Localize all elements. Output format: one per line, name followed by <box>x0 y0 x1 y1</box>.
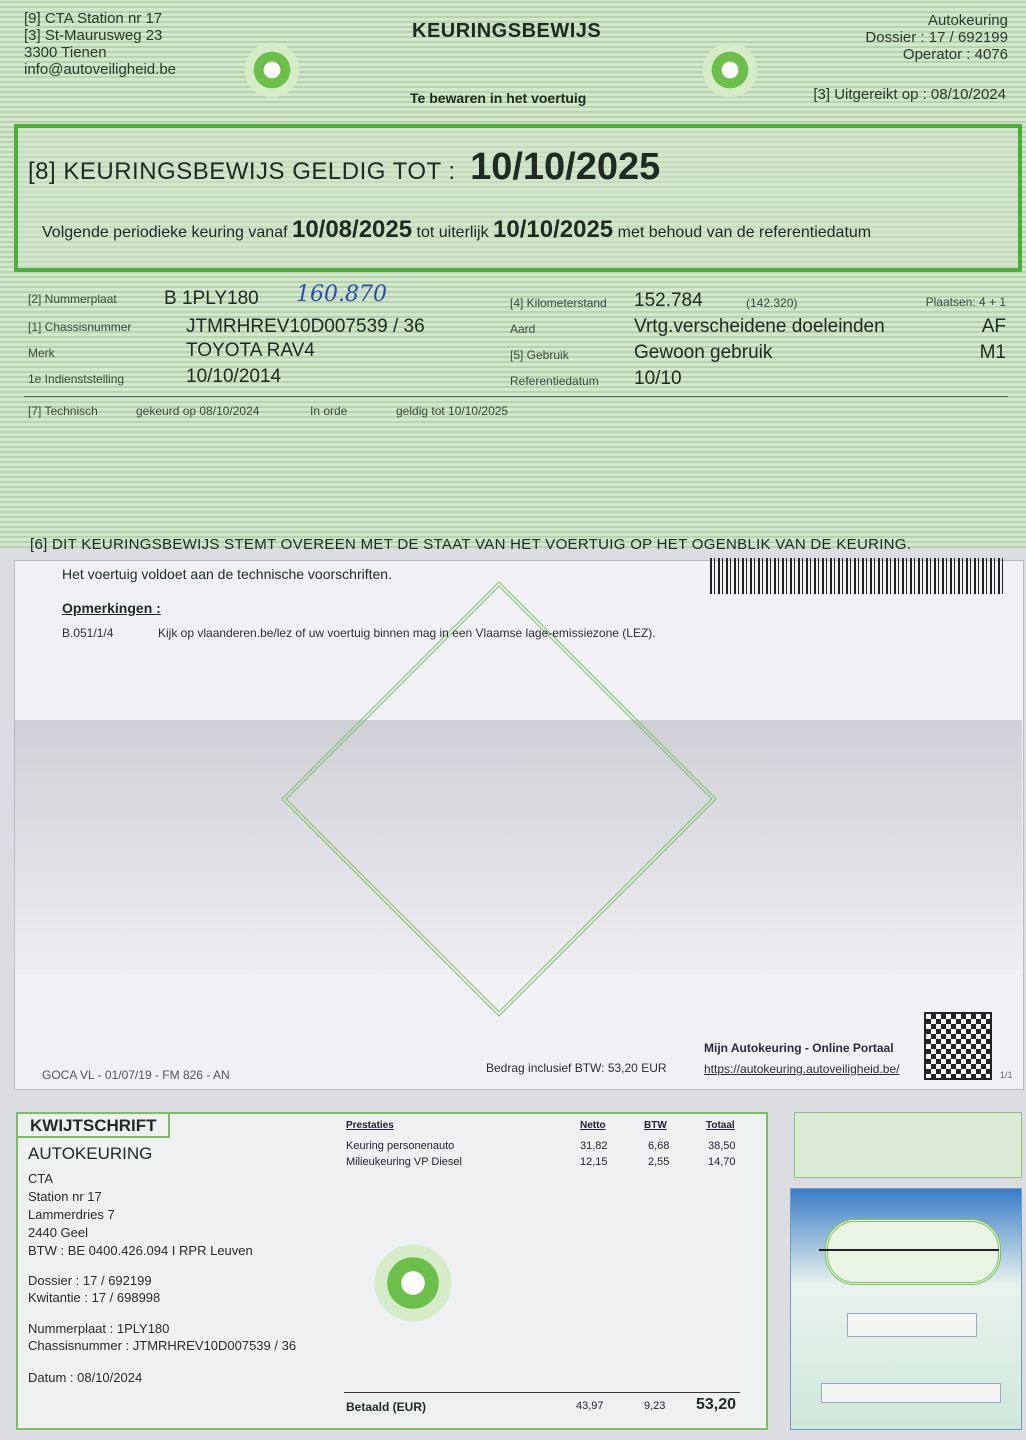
receipt-city: 2440 Geel <box>28 1225 88 1240</box>
keep-note: Te bewaren in het voertuig <box>410 90 587 106</box>
issued-date: [3] Uitgereikt op : 08/10/2024 <box>813 86 1006 103</box>
remarks-title: Opmerkingen : <box>62 600 161 616</box>
use-code: M1 <box>979 342 1006 363</box>
use-value: Gewoon gebruik <box>634 342 773 363</box>
next-prefix: Volgende periodieke keuring vanaf <box>42 224 288 241</box>
eye-logo-icon <box>240 38 304 102</box>
next-inspection-line <box>42 216 871 244</box>
paid-vat: 9,23 <box>644 1400 666 1412</box>
receipt-chassis: Chassisnummer : JTMRHREV10D007539 / 36 <box>28 1338 297 1353</box>
barcode <box>710 558 1006 594</box>
next-suffix: met behoud van de referentiedatum <box>617 224 872 241</box>
item-net: 12,15 <box>580 1156 608 1168</box>
receipt-refs <box>28 1272 160 1306</box>
card-emblem <box>825 1219 1001 1285</box>
kind-value: Vrtg.verscheidene doeleinden <box>634 316 885 337</box>
item-vat: 6,68 <box>648 1140 670 1152</box>
paid-total: 53,20 <box>696 1396 737 1413</box>
qr-code <box>924 1012 992 1080</box>
plate-value: B 1PLY180 <box>164 288 259 309</box>
receipt-org: CTA <box>28 1171 54 1186</box>
document-title: KEURINGSBEWIJS <box>412 20 602 42</box>
col-total: Totaal <box>706 1120 735 1131</box>
portal-title: Mijn Autokeuring - Online Portaal <box>704 1041 894 1055</box>
validity-frame <box>14 124 1022 272</box>
technical-status: In orde <box>310 404 348 418</box>
validity-heading <box>28 146 660 189</box>
portal-link[interactable]: https://autokeuring.autoveiligheid.be/ <box>704 1062 900 1076</box>
seats: Plaatsen: 4 + 1 <box>925 295 1006 309</box>
reference-date-label: Referentiedatum <box>510 374 599 388</box>
remarks-text: Kijk op vlaanderen.be/lez of uw voertuig binnen mag in een Vlaamse lage-emissiezone (LEZ). <box>158 626 656 640</box>
receipt-dossier: Dossier : 17 / 692199 <box>28 1273 152 1288</box>
receipt-station: Station nr 17 <box>28 1189 102 1204</box>
reference-date-value: 10/10 <box>634 368 682 389</box>
item-total: 14,70 <box>708 1156 736 1168</box>
receipt-address <box>28 1170 253 1260</box>
item-vat: 2,55 <box>648 1156 670 1168</box>
conformity-statement: [6] DIT KEURINGSBEWIJS STEMT OVEREEN MET DE STAAT VAN HET VOERTUIG OP HET OGENBLIK VAN DE KEURING. <box>30 536 912 553</box>
company-name: Autokeuring <box>927 12 1008 29</box>
col-vat: BTW <box>644 1120 667 1131</box>
kind-code: AF <box>981 316 1006 337</box>
item-total: 38,50 <box>708 1140 736 1152</box>
chassis-value: JTMRHREV10D007539 / 36 <box>186 316 425 337</box>
receipt-company: AUTOKEURING <box>28 1144 153 1163</box>
email-line: info@autoveiligheid.be <box>24 61 176 78</box>
validity-date: 10/10/2025 <box>470 146 661 188</box>
validity-label: [8] KEURINGSBEWIJS GELDIG TOT : <box>28 158 456 185</box>
receipt-date: Datum : 08/10/2024 <box>28 1370 143 1385</box>
technical-label: [7] Technisch <box>28 404 98 418</box>
receipt-vehicle <box>28 1320 296 1354</box>
next-mid: tot uiterlijk <box>416 224 489 241</box>
next-from-date: 10/08/2025 <box>291 216 413 243</box>
receipt <box>16 1112 768 1430</box>
paid-net: 43,97 <box>576 1400 604 1412</box>
remarks-code: B.051/1/4 <box>62 626 114 640</box>
col-net: Netto <box>580 1120 606 1131</box>
header-address <box>24 10 176 78</box>
receipt-title: KWIJTSCHRIFT <box>30 1116 157 1135</box>
item-net: 31,82 <box>580 1140 608 1152</box>
item-name: Keuring personenauto <box>346 1140 455 1152</box>
chassis-label: [1] Chassisnummer <box>28 320 132 334</box>
operator-number: Operator : 4076 <box>902 46 1008 63</box>
first-registration-value: 10/10/2014 <box>186 366 282 387</box>
technical-valid: geldig tot 10/10/2025 <box>396 404 509 418</box>
security-pattern-section <box>0 0 1026 548</box>
receipt-plate: Nummerplaat : 1PLY180 <box>28 1321 170 1336</box>
divider <box>24 396 1008 397</box>
plate-label: [2] Nummerplaat <box>28 292 117 306</box>
card-line <box>819 1249 999 1251</box>
station-line: [9] CTA Station nr 17 <box>24 10 163 27</box>
card-field <box>847 1313 977 1337</box>
security-card <box>790 1188 1022 1430</box>
next-until-date: 10/10/2025 <box>493 216 614 243</box>
dossier-number: Dossier : 17 / 692199 <box>865 29 1008 46</box>
eye-logo-icon <box>698 38 762 102</box>
receipt-number: Kwitantie : 17 / 698998 <box>28 1290 161 1305</box>
item-name: Milieukeuring VP Diesel <box>346 1156 462 1168</box>
technical-inspected: gekeurd op 08/10/2024 <box>136 404 260 418</box>
odometer-previous: (142.320) <box>746 296 798 310</box>
receipt-vat: BTW : BE 0400.426.094 I RPR Leuven <box>28 1243 253 1258</box>
page-number: 1/1 <box>1000 1070 1013 1080</box>
card-field <box>821 1383 1001 1403</box>
header-dossier <box>865 12 1008 63</box>
inspection-result: Het voertuig voldoet aan de technische voorschriften. <box>62 566 392 582</box>
amount-incl-vat: Bedrag inclusief BTW: 53,20 EUR <box>486 1061 667 1075</box>
first-registration-label: 1e Indienststelling <box>28 372 125 386</box>
col-service: Prestaties <box>346 1120 394 1131</box>
handwritten-mileage: 160.870 <box>296 282 387 307</box>
address-line: [3] St-Maurusweg 23 <box>24 27 163 44</box>
total-rule <box>344 1392 740 1393</box>
kind-label: Aard <box>510 322 536 336</box>
odometer-label: [4] Kilometerstand <box>510 296 607 310</box>
receipt-stub <box>794 1112 1022 1178</box>
make-label: Merk <box>28 346 55 360</box>
receipt-street: Lammerdries 7 <box>28 1207 115 1222</box>
paid-label: Betaald (EUR) <box>346 1400 427 1414</box>
odometer-value: 152.784 <box>634 290 703 311</box>
eye-logo-icon <box>368 1238 458 1328</box>
make-value: TOYOTA RAV4 <box>186 340 315 361</box>
city-line: 3300 Tienen <box>24 44 107 61</box>
use-label: [5] Gebruik <box>510 348 569 362</box>
form-reference: GOCA VL - 01/07/19 - FM 826 - AN <box>42 1068 230 1082</box>
